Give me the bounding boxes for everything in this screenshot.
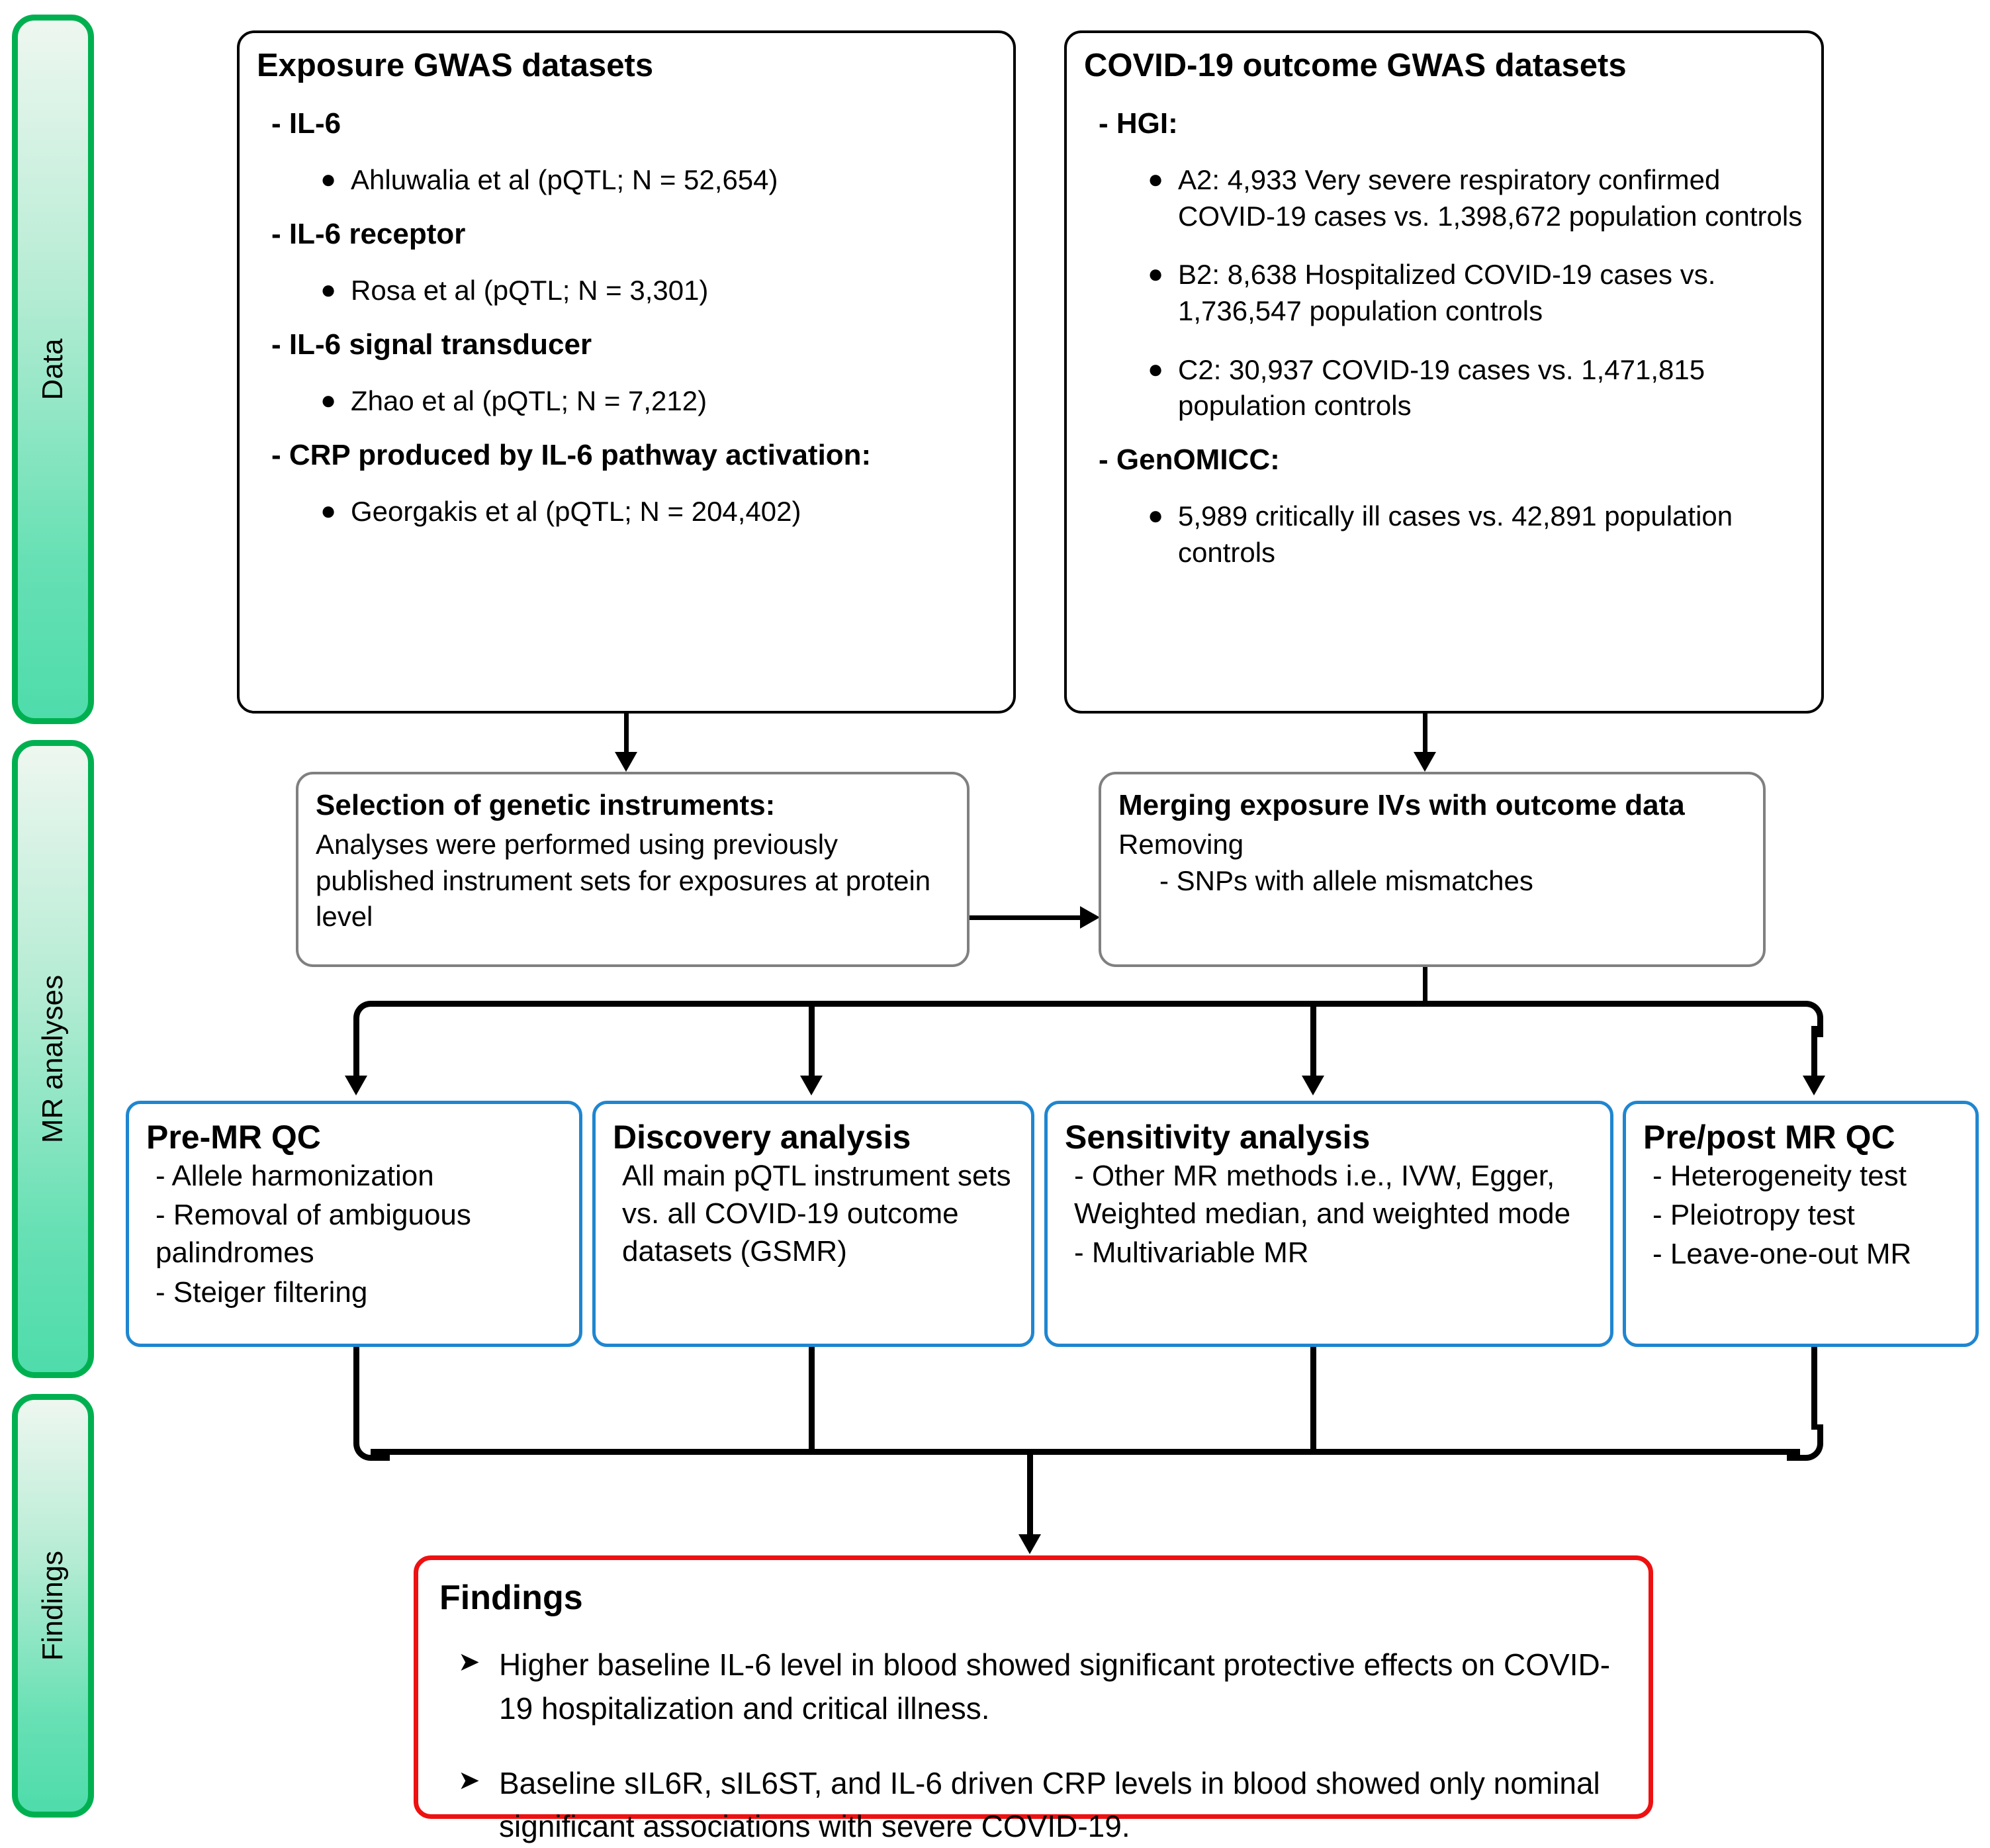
arrowhead-icon	[1018, 1534, 1041, 1554]
connector-branch-bar	[371, 1001, 1800, 1007]
exposure-group-heading-il6r: - IL-6 receptor	[271, 217, 466, 250]
bullet-icon: ●	[1148, 165, 1164, 195]
arrowhead-icon	[1803, 1076, 1825, 1095]
outcome-group-heading-genomicc: - GenOMICC:	[1099, 443, 1280, 476]
pre-post-mr-qc-list	[1652, 1157, 1958, 1273]
discovery-analysis-title: Discovery analysis	[613, 1119, 911, 1156]
connector-merge-riser-3	[1310, 1347, 1316, 1455]
connector-selection-to-merging	[970, 915, 1085, 920]
findings-title: Findings	[439, 1579, 583, 1617]
sidebar-band-data-label: Data	[36, 338, 69, 400]
merging-box-title: Merging exposure IVs with outcome data	[1118, 789, 1685, 821]
merging-exposure-ivs-box	[1099, 772, 1766, 967]
bullet-icon: ●	[1148, 259, 1164, 289]
pre-post-mr-qc-item: - Heterogeneity test	[1652, 1160, 1907, 1192]
sidebar-band-data	[12, 15, 94, 724]
findings-item-1	[458, 1643, 1631, 1730]
arrowhead-icon	[800, 1076, 823, 1095]
merging-box-line2: - SNPs with allele mismatches	[1159, 864, 1533, 896]
sidebar-band-findings-label: Findings	[36, 1550, 69, 1661]
discovery-analysis-box	[592, 1101, 1034, 1347]
selection-box-title: Selection of genetic instruments:	[316, 789, 776, 821]
arrowhead-icon	[345, 1076, 367, 1095]
bullet-icon: ●	[1148, 354, 1164, 384]
bullet-icon: ●	[320, 275, 337, 305]
pre-mr-qc-item: - Steiger filtering	[156, 1275, 368, 1309]
sidebar-band-mr-analyses	[12, 740, 94, 1378]
sensitivity-analysis-list	[1074, 1157, 1593, 1272]
outcome-bullet-text: A2: 4,933 Very severe respiratory confirmed COVID-19 cases vs. 1,398,672 population controls	[1178, 164, 1803, 232]
exposure-bullet-ahluwalia	[320, 162, 996, 199]
selection-box-body: Analyses were performed using previously published instrument sets for exposures at protein level	[316, 829, 931, 933]
connector-corner	[1787, 1424, 1823, 1461]
pre-post-mr-qc-title: Pre/post MR QC	[1643, 1119, 1895, 1156]
exposure-bullet-text: Ahluwalia et al (pQTL; N = 52,654)	[351, 164, 778, 196]
arrowhead-icon	[1414, 752, 1436, 772]
arrow-bullet-icon: ➤	[458, 1647, 480, 1677]
discovery-analysis-item: All main pQTL instrument sets vs. all COVID-19 outcome datasets (GSMR)	[622, 1160, 1011, 1268]
outcome-bullet-genomicc	[1148, 498, 1804, 571]
connector-corner	[353, 1424, 390, 1461]
arrow-bullet-icon: ➤	[458, 1765, 480, 1795]
sidebar-band-mr-analyses-label: MR analyses	[36, 974, 69, 1144]
pre-mr-qc-title: Pre-MR QC	[146, 1119, 321, 1156]
connector-merge-riser-2	[809, 1347, 815, 1455]
findings-item-text: Higher baseline IL-6 level in blood showed significant protective effects on COVID-19 hospitalization and critical illness.	[499, 1647, 1611, 1726]
outcome-box-title: COVID-19 outcome GWAS datasets	[1084, 48, 1627, 83]
outcome-bullet-c2	[1148, 352, 1804, 424]
bullet-icon: ●	[320, 386, 337, 416]
discovery-analysis-list	[622, 1157, 1014, 1271]
pre-mr-qc-box	[126, 1101, 582, 1347]
covid-outcome-gwas-datasets-box	[1064, 30, 1824, 714]
exposure-bullet-zhao	[320, 383, 996, 420]
connector-merge-riser-4	[1811, 1347, 1817, 1430]
exposure-bullet-text: Georgakis et al (pQTL; N = 204,402)	[351, 496, 801, 528]
connector-branch-drop-2	[809, 1001, 815, 1086]
bullet-icon: ●	[1148, 501, 1164, 531]
sensitivity-analysis-item: - Other MR methods i.e., IVW, Egger, Weighted median, and weighted mode	[1074, 1160, 1571, 1230]
pre-post-mr-qc-item: - Pleiotropy test	[1652, 1199, 1855, 1232]
outcome-bullet-text: B2: 8,638 Hospitalized COVID-19 cases vs. 1,736,547 population controls	[1178, 259, 1716, 327]
sensitivity-analysis-title: Sensitivity analysis	[1065, 1119, 1371, 1156]
outcome-bullet-text: 5,989 critically ill cases vs. 42,891 population controls	[1178, 500, 1733, 568]
findings-item-text: Baseline sIL6R, sIL6ST, and IL-6 driven CRP levels in blood showed only nominal significant associations with severe COVID-19.	[499, 1765, 1600, 1844]
exposure-bullet-text: Rosa et al (pQTL; N = 3,301)	[351, 275, 709, 306]
exposure-group-heading-il6st: - IL-6 signal transducer	[271, 328, 592, 361]
exposure-group-heading-il6: - IL-6	[271, 107, 341, 140]
bullet-icon: ●	[320, 496, 337, 526]
sensitivity-analysis-box	[1044, 1101, 1613, 1347]
selection-of-genetic-instruments-box	[296, 772, 970, 967]
exposure-box-title: Exposure GWAS datasets	[257, 48, 654, 83]
pre-mr-qc-item: - Allele harmonization	[156, 1160, 434, 1192]
sensitivity-analysis-item: - Multivariable MR	[1074, 1236, 1309, 1270]
arrowhead-icon	[615, 752, 637, 772]
pre-mr-qc-item: - Removal of ambiguous palindromes	[156, 1199, 471, 1270]
outcome-group-heading-hgi: - HGI:	[1099, 107, 1178, 140]
arrowhead-icon	[1302, 1076, 1324, 1095]
bullet-icon: ●	[320, 165, 337, 195]
exposure-bullet-georgakis	[320, 494, 996, 530]
exposure-bullet-rosa	[320, 273, 996, 309]
merging-box-line1: Removing	[1118, 829, 1244, 860]
exposure-gwas-datasets-box	[237, 30, 1016, 714]
connector-branch-drop-3	[1310, 1001, 1316, 1086]
outcome-bullet-text: C2: 30,937 COVID-19 cases vs. 1,471,815 population controls	[1178, 353, 1705, 422]
sidebar-band-findings	[12, 1394, 94, 1818]
findings-item-2	[458, 1762, 1631, 1848]
outcome-bullet-a2	[1148, 162, 1804, 234]
pre-mr-qc-list	[156, 1157, 562, 1311]
connector-corner	[1787, 1001, 1823, 1037]
pre-post-mr-qc-item: - Leave-one-out MR	[1652, 1238, 1912, 1271]
exposure-group-heading-crp: - CRP produced by IL-6 pathway activation:	[271, 438, 872, 471]
connector-merge-bar	[371, 1449, 1800, 1455]
exposure-bullet-text: Zhao et al (pQTL; N = 7,212)	[351, 385, 707, 417]
findings-box	[414, 1555, 1653, 1844]
outcome-bullet-b2	[1148, 257, 1804, 329]
connector-merge-riser-1	[353, 1347, 359, 1430]
arrowhead-icon	[1080, 906, 1100, 929]
pre-post-mr-qc-box	[1623, 1101, 1979, 1347]
connector-merging-stem	[1423, 967, 1427, 1004]
connector-merge-to-findings	[1027, 1449, 1033, 1545]
